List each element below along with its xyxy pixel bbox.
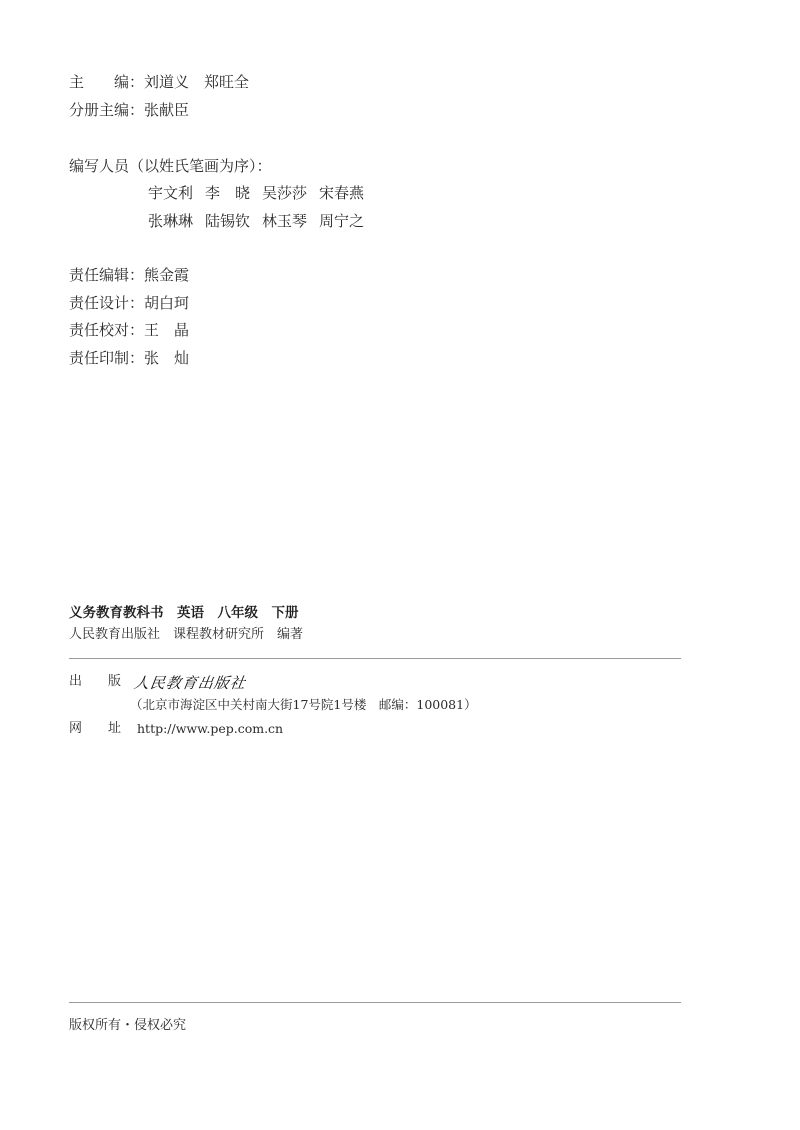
- responsible-name: 王 晶: [144, 321, 190, 339]
- responsible-label: 责任校对：: [69, 321, 145, 339]
- chief-editor-names: 刘道义 郑旺全: [144, 73, 250, 91]
- writer-name: 吴莎莎: [262, 184, 308, 202]
- responsible-editor-line: [69, 265, 189, 285]
- writer-name: 宇文利: [148, 184, 194, 202]
- chief-editor-label: 主 编：: [69, 73, 145, 91]
- responsible-name: 熊金霞: [144, 266, 190, 284]
- writer-name: 张琳琳: [148, 212, 194, 230]
- website-url: http://www.pep.com.cn: [137, 721, 284, 736]
- responsible-name: 胡白珂: [144, 294, 190, 312]
- top-divider: [69, 658, 681, 659]
- publisher-logo: 人民教育出版社: [132, 674, 248, 692]
- writers-row-2: [148, 211, 364, 231]
- publisher-label: 出 版: [69, 674, 122, 689]
- responsible-name: 张 灿: [144, 349, 190, 367]
- volume-editor-label: 分册主编：: [69, 101, 145, 119]
- writer-name: 林玉琴: [262, 212, 308, 230]
- book-title-line: 义务教育教科书 英语 八年级 下册: [69, 605, 299, 621]
- writer-name: 宋春燕: [319, 184, 365, 202]
- responsible-label: 责任编辑：: [69, 266, 145, 284]
- volume-editor-line: [69, 100, 189, 120]
- volume-editor-names: 张献臣: [144, 101, 190, 119]
- publisher-address: （北京市海淀区中关村南大街17号院1号楼 邮编：100081）: [130, 697, 477, 712]
- writers-row-1: [148, 183, 364, 203]
- copyright-notice: 版权所有・侵权必究: [69, 1018, 187, 1033]
- responsible-design-line: [69, 293, 189, 313]
- responsible-print-line: [69, 348, 189, 368]
- writer-name: 陆锡钦: [205, 212, 251, 230]
- chief-editor-line: [69, 72, 249, 92]
- website-label: 网 址: [69, 721, 122, 736]
- responsible-label: 责任印制：: [69, 349, 145, 367]
- writer-name: 李 晓: [205, 184, 251, 202]
- book-authors-line: 人民教育出版社 课程教材研究所 编著: [69, 627, 304, 642]
- responsible-label: 责任设计：: [69, 294, 145, 312]
- bottom-divider: [69, 1002, 681, 1003]
- responsible-proofread-line: [69, 320, 189, 340]
- writers-label: 编写人员（以姓氏笔画为序）：: [69, 157, 272, 175]
- writer-name: 周宁之: [319, 212, 365, 230]
